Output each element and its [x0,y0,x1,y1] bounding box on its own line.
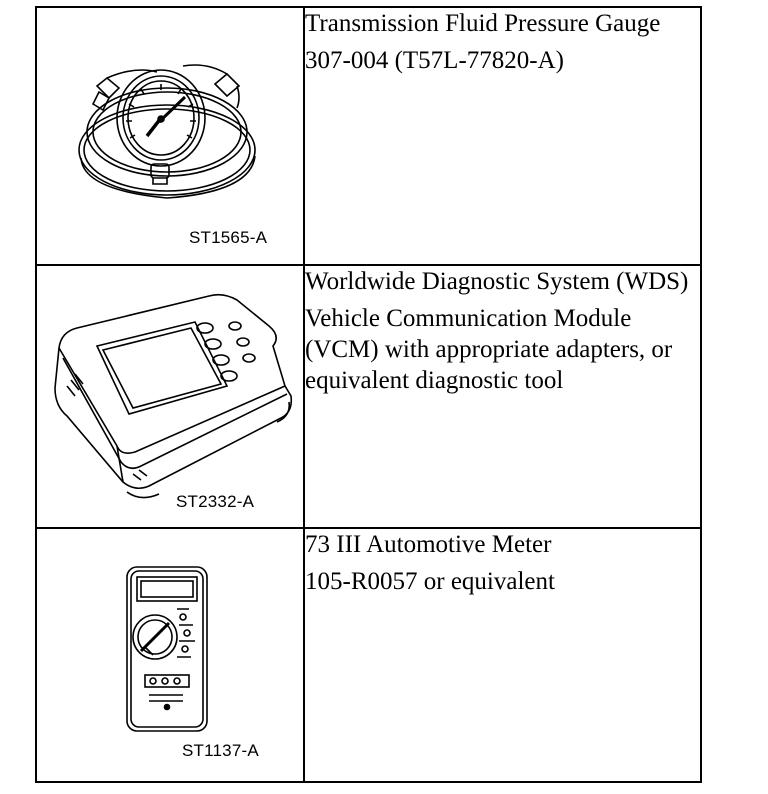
tool-part-number: 307-004 (T57L-77820-A) [305,47,564,74]
pressure-gauge-icon [37,8,303,264]
tool-description: Vehicle Communication Module (VCM) with appropriate adapters, or equivalent diagnostic tool [305,305,673,394]
part-number-label: ST1137-A [182,741,259,760]
tool-row [36,7,701,265]
tool-description-cell [304,7,701,265]
tool-name: Transmission Fluid Pressure Gauge [305,10,661,37]
tool-name: 73 III Automotive Meter [305,531,552,558]
tool-part-number: 105-R0057 or equivalent [305,568,555,595]
tool-description-cell [304,528,701,782]
tool-name: Worldwide Diagnostic System (WDS) [305,268,689,295]
part-number-label: ST1565-A [189,228,268,247]
tool-description-cell [304,265,701,528]
tool-illustration-cell [36,7,304,265]
part-number-label: ST2332-A [176,492,255,511]
tool-row [36,265,701,528]
tool-illustration-cell [36,528,304,782]
tool-row [36,528,701,782]
multimeter-icon [37,529,303,781]
diagnostic-tablet-icon [37,266,303,527]
tool-illustration-cell [36,265,304,528]
special-tools-table [35,6,702,783]
